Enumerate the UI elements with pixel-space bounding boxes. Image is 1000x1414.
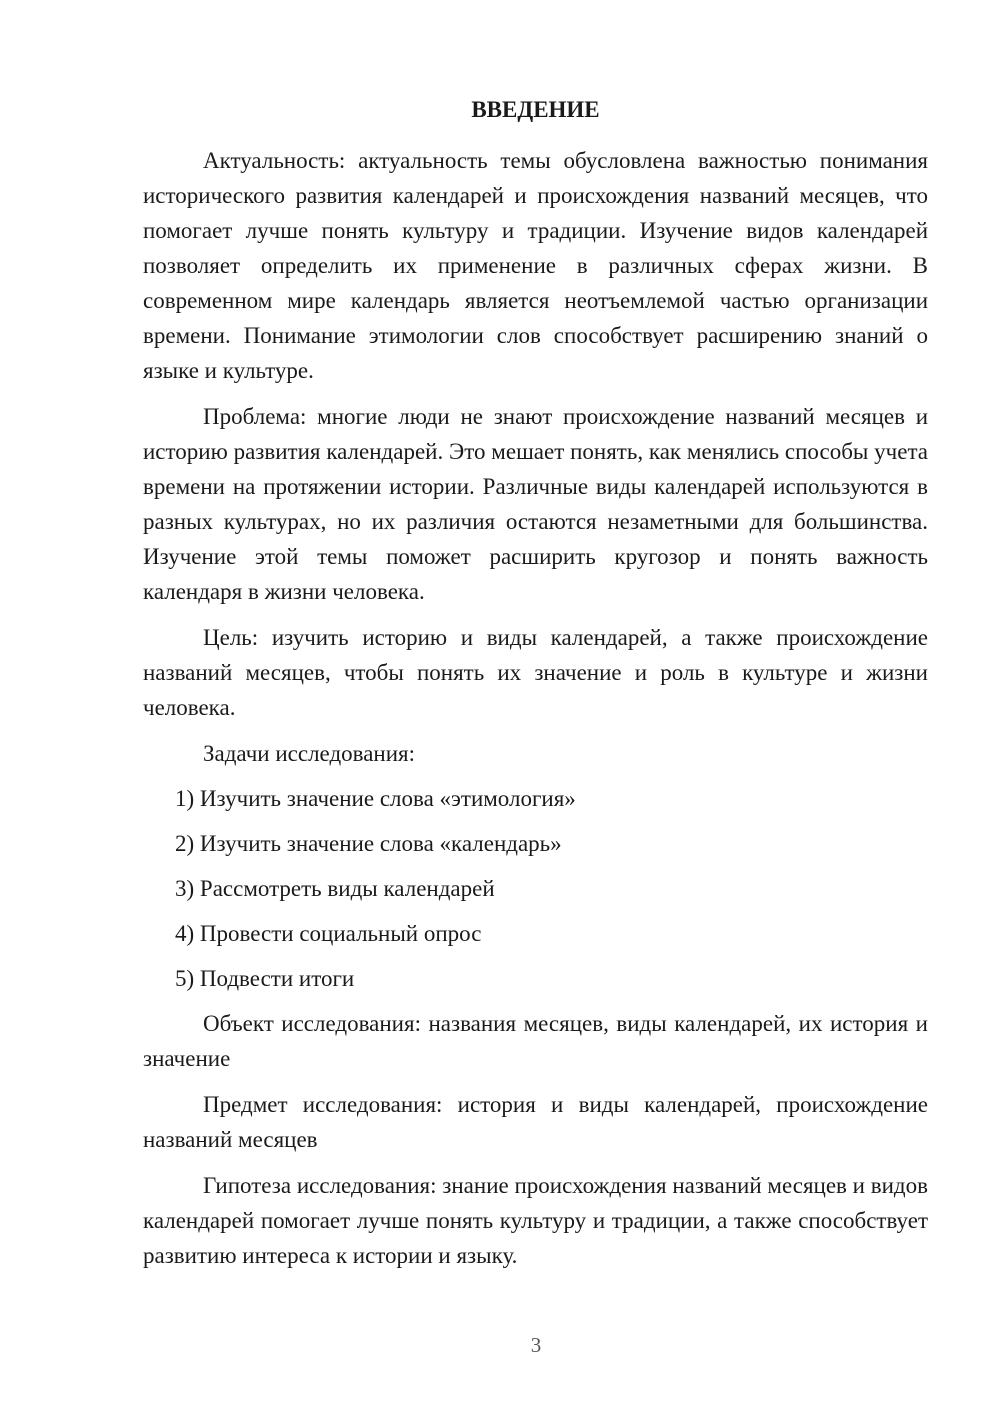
tasks-heading: Задачи исследования: <box>203 741 416 766</box>
section-title: ВВЕДЕНИЕ <box>471 97 600 122</box>
paragraph-goal: Цель: изучить историю и виды календарей, а также происхождение названий месяцев, чтобы понять их значение и роль в культуре и жизни человека. <box>143 625 928 720</box>
task-item: 2) Изучить значение слова «календарь» <box>175 831 562 856</box>
page-number: 3 <box>530 1333 542 1357</box>
paragraph-problem: Проблема: многие люди не знают происхождение названий месяцев и историю развития календарей. Это мешает понять, как менялись способы учета времени на протяжении истории. Различные виды календарей используются в разных культурах, но их различия остаются незаметными для большинства. Изучение этой темы поможет расширить кругозор и понять важность календаря в жизни человека. <box>143 404 928 604</box>
task-item: 1) Изучить значение слова «этимология» <box>175 786 576 811</box>
paragraph-hypothesis: Гипотеза исследования: знание происхождения названий месяцев и видов календарей помогает лучше понять культуру и традиции, а также способствует развитию интереса к истории и языку. <box>143 1173 928 1268</box>
task-item: 4) Провести социальный опрос <box>175 921 482 946</box>
paragraph-relevance: Актуальность: актуальность темы обусловлена важностью понимания исторического развития календарей и происхождения названий месяцев, что помогает лучше понять культуру и традиции. Изучение видов календарей позволяет определить их применение в различных сферах жизни. В современном мире календарь является неотъемлемой частью организации времени. Понимание этимологии слов способствует расширению знаний о языке и культуре. <box>143 148 928 383</box>
task-item: 5) Подвести итоги <box>175 966 355 991</box>
paragraph-subject: Предмет исследования: история и виды календарей, происхождение названий месяцев <box>143 1092 928 1152</box>
page-content <box>143 92 928 1284</box>
task-item: 3) Рассмотреть виды календарей <box>175 876 495 901</box>
paragraph-object: Объект исследования: названия месяцев, виды календарей, их история и значение <box>143 1011 928 1071</box>
